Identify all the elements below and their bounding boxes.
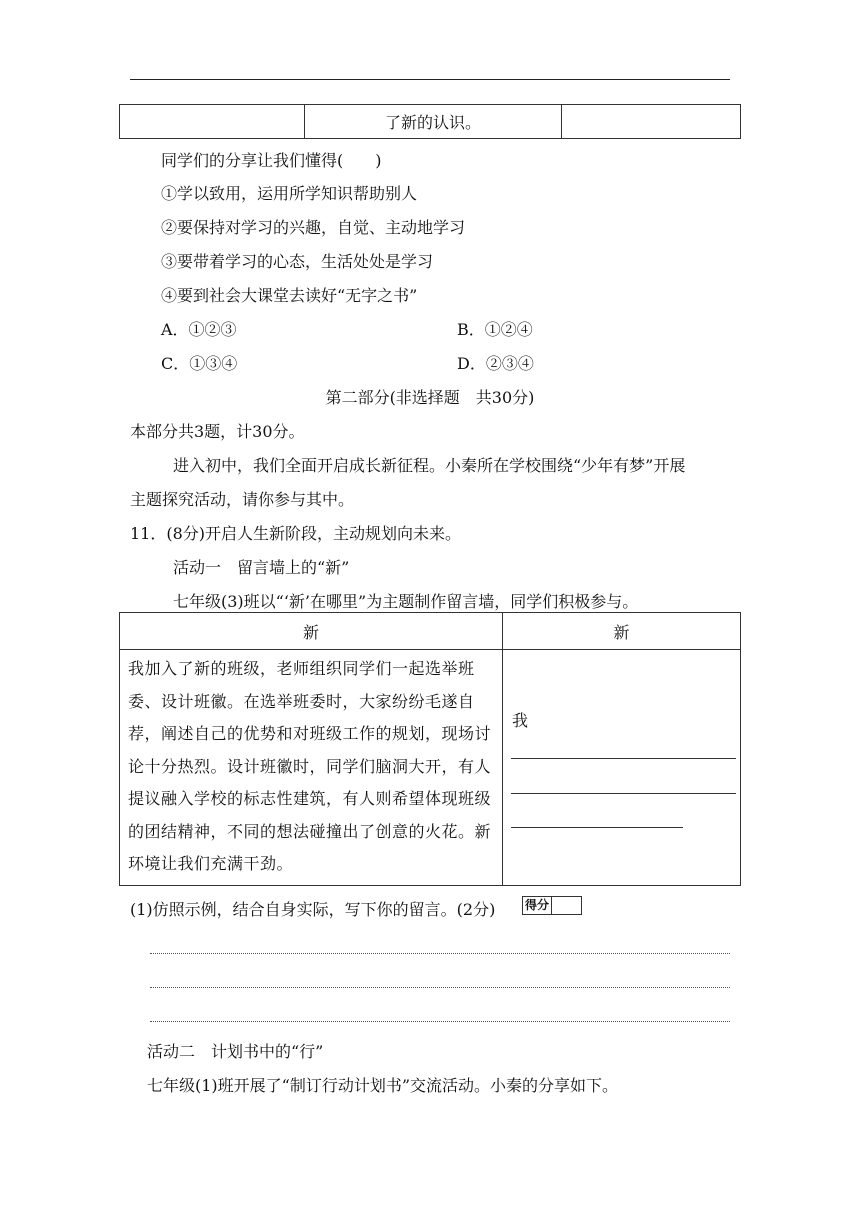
table-header-right: 新 — [503, 613, 741, 650]
header-rule — [130, 79, 730, 80]
answer-line-2[interactable] — [511, 793, 736, 794]
option-a: A．①②③ — [161, 320, 237, 339]
example-message: 我加入了新的班级，老师组织同学们一起选举班委、设计班徽。在选举班委时，大家纷纷毛遂自荐，阐述自己的优势和对班级工作的规划，现场讨论十分热烈。设计班徽时，同学们脑洞大开，有人提议融入学校的标志性建筑，有人则希望体现班级的团结精神，不同的想法碰撞出了创意的火花。新环境让我们充满干劲。 — [120, 650, 503, 886]
section-title: 第二部分(非选择题 共30分) — [325, 388, 535, 407]
statement-1: ①学以致用，运用所学知识帮助别人 — [161, 184, 418, 203]
intro-paragraph-line-1: 进入初中，我们全面开启成长新征程。小秦所在学校围绕“少年有梦”开展 — [173, 456, 686, 475]
table-cell-empty-left — [120, 105, 305, 139]
answer-start-word: 我 — [512, 711, 529, 730]
dotted-answer-line-3[interactable] — [150, 1021, 730, 1022]
message-wall-table — [119, 612, 741, 886]
sub-question-1: (1)仿照示例，结合自身实际，写下你的留言。(2分) — [130, 900, 496, 919]
answer-cell[interactable] — [503, 650, 741, 886]
statement-4: ④要到社会大课堂去读好“无字之书” — [161, 286, 418, 305]
activity-1-description: 七年级(3)班以“‘新’在哪里”为主题制作留言墙，同学们积极参与。 — [173, 592, 639, 611]
intro-paragraph-line-2: 主题探究活动，请你参与其中。 — [130, 490, 355, 509]
statement-3: ③要带着学习的心态，生活处处是学习 — [161, 252, 434, 271]
activity-1-title: 活动一 留言墙上的“新” — [173, 558, 350, 577]
question-stem: 同学们的分享让我们懂得( ) — [161, 151, 382, 170]
answer-line-1[interactable] — [511, 758, 736, 759]
option-d: D．②③④ — [457, 354, 534, 373]
statement-2: ②要保持对学习的兴趣，自觉、主动地学习 — [161, 218, 466, 237]
dotted-answer-line-1[interactable] — [150, 953, 730, 954]
continued-table — [119, 104, 741, 139]
score-label: 得分 — [523, 897, 552, 914]
activity-2-description: 七年级(1)班开展了“制订行动计划书”交流活动。小秦的分享如下。 — [147, 1076, 619, 1095]
option-b: B．①②④ — [457, 320, 533, 339]
table-cell-empty-right — [562, 105, 741, 139]
question-11-title: 11．(8分)开启人生新阶段，主动规划向未来。 — [130, 524, 462, 543]
table-header-left: 新 — [120, 613, 503, 650]
table-cell-middle: 了新的认识。 — [305, 105, 562, 139]
dotted-answer-line-2[interactable] — [150, 987, 730, 988]
score-box[interactable] — [522, 896, 582, 915]
answer-line-3[interactable] — [511, 827, 683, 828]
option-c: C．①③④ — [161, 354, 238, 373]
activity-2-title: 活动二 计划书中的“行” — [147, 1042, 324, 1061]
section-intro: 本部分共3题，计30分。 — [130, 422, 305, 441]
